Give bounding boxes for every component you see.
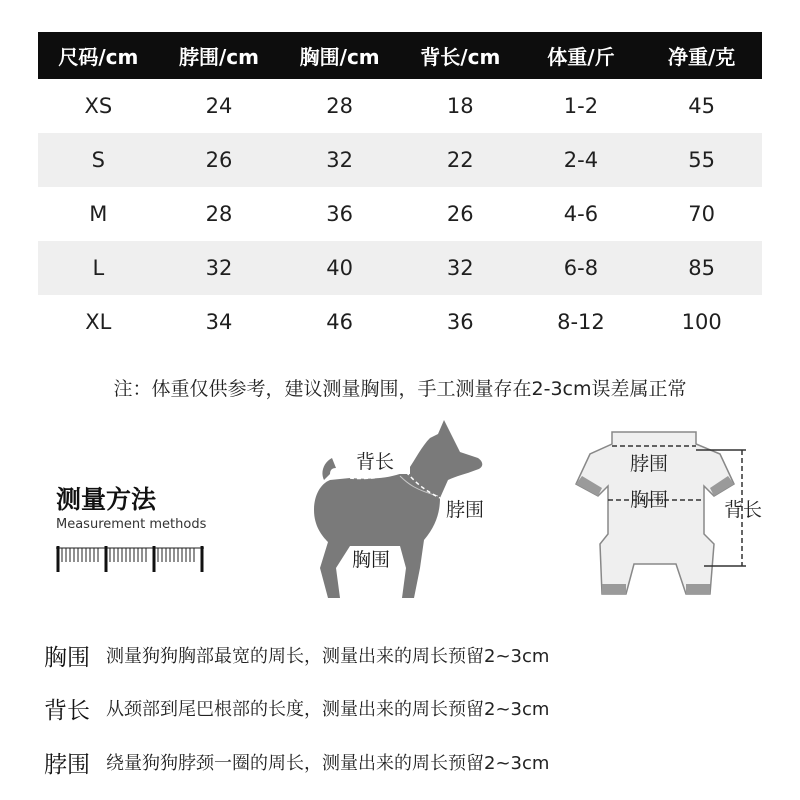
table-cell: 36 — [326, 202, 353, 226]
description-text: 测量狗狗胸部最宽的周长，测量出来的周长预留2~3cm — [106, 646, 550, 667]
weight-note: 注：体重仅供参考，建议测量胸围，手工测量存在2-3cm误差属正常 — [113, 378, 687, 400]
table-row — [38, 133, 762, 187]
header-net-weight: 净重/克 — [641, 32, 762, 79]
method-title: 测量方法 — [56, 485, 157, 514]
table-cell: 36 — [446, 310, 474, 334]
size-table — [38, 32, 762, 349]
table-cell: 24 — [205, 94, 233, 118]
description-text: 从颈部到尾巴根部的长度，测量出来的周长预留2~3cm — [106, 699, 550, 720]
dog-neck-label: 脖围 — [446, 499, 485, 521]
garment-neck-label: 脖围 — [630, 453, 669, 475]
table-cell: 6-8 — [521, 241, 642, 295]
table-cell: 55 — [641, 133, 762, 187]
header-chest: 胸围/cm — [279, 32, 400, 79]
table-cell: 22 — [400, 133, 521, 187]
table-row — [38, 295, 762, 349]
table-cell: 1-2 — [563, 94, 599, 118]
table-cell: XS — [84, 94, 113, 118]
table-cell: 70 — [688, 202, 715, 226]
table-cell: L — [38, 241, 159, 295]
table-cell: 46 — [326, 310, 353, 334]
dog-chest-label: 胸围 — [352, 549, 391, 571]
table-cell: 34 — [205, 310, 233, 334]
table-cell: XL — [85, 310, 112, 334]
description-text: 绕量狗狗脖颈一圈的周长，测量出来的周长预留2~3cm — [106, 753, 550, 774]
table-cell: 26 — [159, 133, 280, 187]
dog-figure — [290, 418, 510, 608]
table-cell: 85 — [641, 241, 762, 295]
dog-back-label: 背长 — [356, 451, 395, 473]
table-cell: 45 — [688, 94, 715, 118]
table-cell: 32 — [159, 241, 280, 295]
garment-back-label: 背长 — [724, 499, 763, 521]
table-cell: 28 — [326, 94, 353, 118]
table-cell: 18 — [446, 94, 474, 118]
table-cell: 4-6 — [563, 202, 599, 226]
description-back — [44, 688, 549, 728]
garment-chest-label: 胸围 — [630, 489, 669, 511]
header-neck: 脖围/cm — [159, 32, 280, 79]
table-cell: 2-4 — [521, 133, 642, 187]
table-header-row — [38, 32, 762, 79]
table-row — [38, 187, 762, 241]
table-cell: 40 — [279, 241, 400, 295]
table-cell: 8-12 — [557, 310, 605, 334]
description-term: 脖围 — [44, 751, 90, 778]
table-cell: 100 — [681, 310, 722, 334]
garment-figure — [564, 424, 784, 604]
table-cell: 32 — [279, 133, 400, 187]
description-chest — [44, 635, 549, 675]
ruler-icon — [56, 540, 206, 574]
description-neck — [44, 742, 549, 782]
table-cell: S — [38, 133, 159, 187]
table-cell: 26 — [446, 202, 474, 226]
description-term: 背长 — [44, 697, 90, 724]
table-row — [38, 79, 762, 133]
description-term: 胸围 — [44, 644, 90, 671]
header-back: 背长/cm — [400, 32, 521, 79]
header-weight: 体重/斤 — [521, 32, 642, 79]
table-cell: 32 — [400, 241, 521, 295]
method-subtitle: Measurement methods — [56, 517, 207, 532]
table-cell: M — [89, 202, 108, 226]
header-size: 尺码/cm — [38, 32, 159, 79]
table-row — [38, 241, 762, 295]
table-cell: 28 — [205, 202, 233, 226]
